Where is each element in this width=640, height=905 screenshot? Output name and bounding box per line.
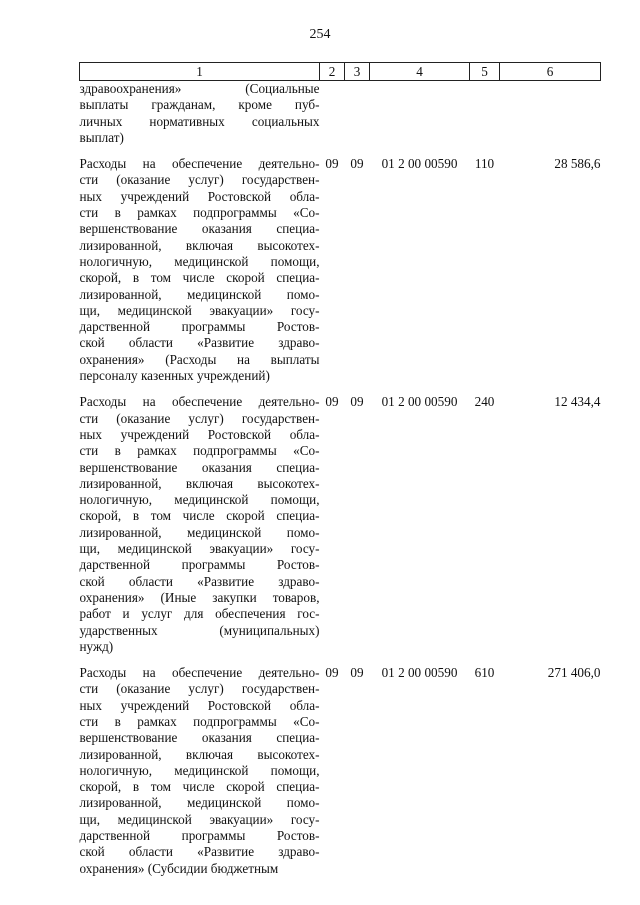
description-line: скорой, в том числе скорой специа-: [79, 508, 320, 524]
description-line: нологичную, медицинской помощи,: [79, 253, 320, 269]
row-spacer: [80, 655, 601, 665]
row-amount: 271 406,0: [547, 665, 601, 681]
column-header-2: 2: [320, 63, 345, 81]
row-description: [80, 394, 320, 655]
description-line: скорой, в том числе скорой специа-: [79, 270, 320, 286]
table-header-row: [80, 63, 601, 81]
description-line: вершенствование оказания специа-: [79, 221, 320, 237]
column-header-6: 6: [500, 63, 601, 81]
description-line: щи, медицинской эвакуации» госу-: [79, 302, 320, 318]
row-description: [80, 665, 320, 877]
description-line: сти в рамках подпрограммы «Со-: [79, 713, 320, 729]
description-line: работ и услуг для обеспечения гос-: [79, 606, 320, 622]
row-target-article: 01 2 00 00590: [381, 156, 458, 172]
table-row: [80, 156, 601, 384]
description-line: выплат): [79, 129, 124, 145]
description-line: сти в рамках подпрограммы «Со-: [79, 443, 320, 459]
table-row: [80, 394, 601, 655]
description-line: нужд): [79, 638, 114, 654]
row-subsection-code: 09: [350, 394, 364, 410]
description-line: дарственной программы Ростов-: [79, 557, 320, 573]
description-line: нологичную, медицинской помощи,: [79, 762, 320, 778]
table-row: [80, 665, 601, 877]
description-line: лизированной, медицинской помо-: [79, 795, 320, 811]
row-section-code: 09: [325, 156, 339, 172]
column-header-4: 4: [370, 63, 470, 81]
description-line: ных учреждений Ростовской обла-: [79, 697, 320, 713]
row-amount: 12 434,4: [554, 394, 601, 410]
description-line: Расходы на обеспечение деятельно-: [79, 665, 320, 681]
description-line: вершенствование оказания специа-: [79, 459, 320, 475]
budget-table: [79, 62, 601, 877]
row-description: [80, 81, 320, 147]
description-line: охранения» (Субсидии бюджетным: [79, 860, 279, 876]
row-spacer: [80, 146, 601, 156]
row-target-article: [370, 81, 470, 147]
description-line: скорой, в том числе скорой специа-: [79, 779, 320, 795]
row-spacer-cell: [80, 655, 601, 665]
description-line: ных учреждений Ростовской обла-: [79, 188, 320, 204]
description-line: здравоохранения» (Социальные: [79, 81, 320, 96]
row-target-article: 01 2 00 00590: [381, 394, 458, 410]
description-line: лизированной, медицинской помо-: [79, 286, 320, 302]
description-line: Расходы на обеспечение деятельно-: [79, 394, 320, 410]
description-line: ской области «Развитие здраво-: [79, 573, 320, 589]
row-spacer-cell: [80, 384, 601, 394]
table-row: [80, 81, 601, 147]
page-number: 254: [309, 27, 331, 42]
row-subsection-code: 09: [350, 156, 364, 172]
description-line: лизированной, включая высокотех-: [79, 746, 320, 762]
description-line: нологичную, медицинской помощи,: [79, 492, 320, 508]
description-line: сти в рамках подпрограммы «Со-: [79, 205, 320, 221]
description-line: дарственной программы Ростов-: [79, 828, 320, 844]
description-line: сти (оказание услуг) государствен-: [79, 681, 320, 697]
column-header-1: 1: [80, 63, 320, 81]
row-section-code: [320, 81, 345, 147]
description-line: сти (оказание услуг) государствен-: [79, 172, 320, 188]
description-line: охранения» (Иные закупки товаров,: [79, 589, 320, 605]
column-header-3: 3: [345, 63, 370, 81]
row-expense-type: 610: [474, 665, 495, 681]
column-header-5: 5: [470, 63, 500, 81]
description-line: сти (оказание услуг) государствен-: [79, 410, 320, 426]
description-line: ных учреждений Ростовской обла-: [79, 426, 320, 442]
description-line: ской области «Развитие здраво-: [79, 844, 320, 860]
description-line: щи, медицинской эвакуации» госу-: [79, 811, 320, 827]
row-expense-type: 240: [474, 394, 495, 410]
description-line: ской области «Развитие здраво-: [79, 335, 320, 351]
description-line: выплаты гражданам, кроме пуб-: [79, 97, 320, 113]
description-line: лизированной, включая высокотех-: [79, 237, 320, 253]
description-line: дарственной программы Ростов-: [79, 319, 320, 335]
description-line: лизированной, медицинской помо-: [79, 524, 320, 540]
row-section-code: 09: [325, 394, 339, 410]
description-line: Расходы на обеспечение деятельно-: [79, 156, 320, 172]
row-expense-type: 110: [474, 156, 495, 172]
table-body: [80, 81, 601, 877]
row-amount: 28 586,6: [554, 156, 601, 172]
description-line: ударственных (муниципальных): [79, 622, 320, 638]
row-target-article: 01 2 00 00590: [381, 665, 458, 681]
row-spacer-cell: [80, 146, 601, 156]
row-amount: [500, 81, 601, 147]
description-line: охранения» (Расходы на выплаты: [79, 351, 320, 367]
description-line: вершенствование оказания специа-: [79, 730, 320, 746]
description-line: щи, медицинской эвакуации» госу-: [79, 541, 320, 557]
row-subsection-code: 09: [350, 665, 364, 681]
row-section-code: 09: [325, 665, 339, 681]
row-expense-type: [470, 81, 500, 147]
description-line: личных нормативных социальных: [79, 113, 320, 129]
description-line: лизированной, включая высокотех-: [79, 475, 320, 491]
row-description: [80, 156, 320, 384]
row-spacer: [80, 384, 601, 394]
row-subsection-code: [345, 81, 370, 147]
description-line: персоналу казенных учреждений): [79, 368, 270, 384]
